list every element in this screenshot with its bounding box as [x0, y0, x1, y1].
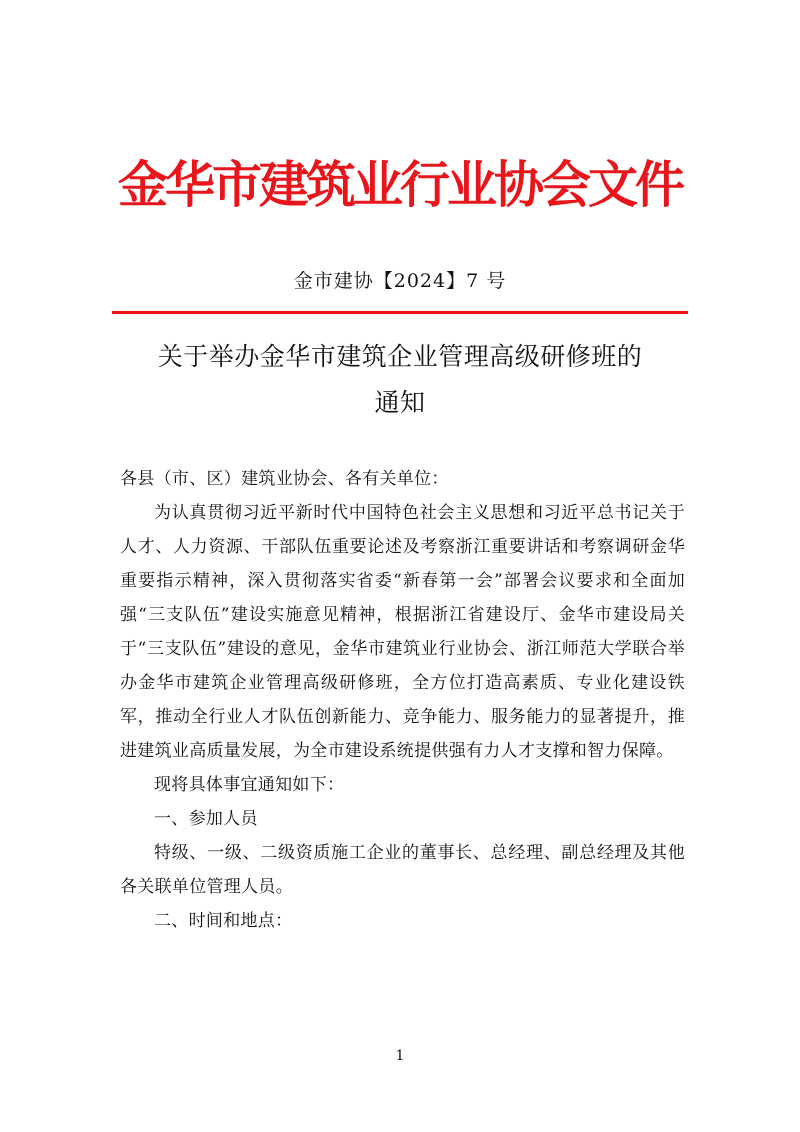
document-title	[110, 334, 690, 426]
salutation: 各县（市、区）建筑业协会、各有关单位：	[120, 469, 449, 489]
section-1-heading: 一、参加人员	[154, 809, 258, 829]
notice-lead: 现将具体事宜通知如下：	[154, 775, 345, 795]
red-divider-line	[112, 311, 688, 314]
masthead-title: 金华市建筑业行业协会文件	[118, 156, 682, 214]
document-title-line-2: 通知	[374, 388, 426, 417]
intro-paragraph: 为认真贯彻习近平新时代中国特色社会主义思想和习近平总书记关于人才、人力资源、干部队伍重要论述及考察浙江重要讲话和考察调研金华重要指示精神，深入贯彻落实省委“新春第一会”部署会议要求和全面加强“三支队伍”建设实施意见精神，根据浙江省建设厅、金华市建设局关于“三支队伍”建设的意见，金华市建筑业行业协会、浙江师范大学联合举办金华市建筑企业管理高级研修班，全方位打造高素质、专业化建设铁军，推动全行业人才队伍创新能力、竞争能力、服务能力的显著提升，推进建筑业高质量发展，为全市建设系统提供强有力人才支撑和智力保障。	[120, 503, 685, 761]
document-title-line-1: 关于举办金华市建筑企业管理高级研修班的	[157, 342, 643, 371]
section-1-text: 特级、一级、二级资质施工企业的董事长、总经理、副总经理及其他各关联单位管理人员。	[120, 843, 685, 897]
page-number: 1	[395, 1048, 405, 1064]
section-2-heading: 二、时间和地点：	[154, 911, 293, 931]
document-body	[120, 462, 685, 938]
document-number: 金市建协【2024】7 号	[293, 270, 507, 292]
